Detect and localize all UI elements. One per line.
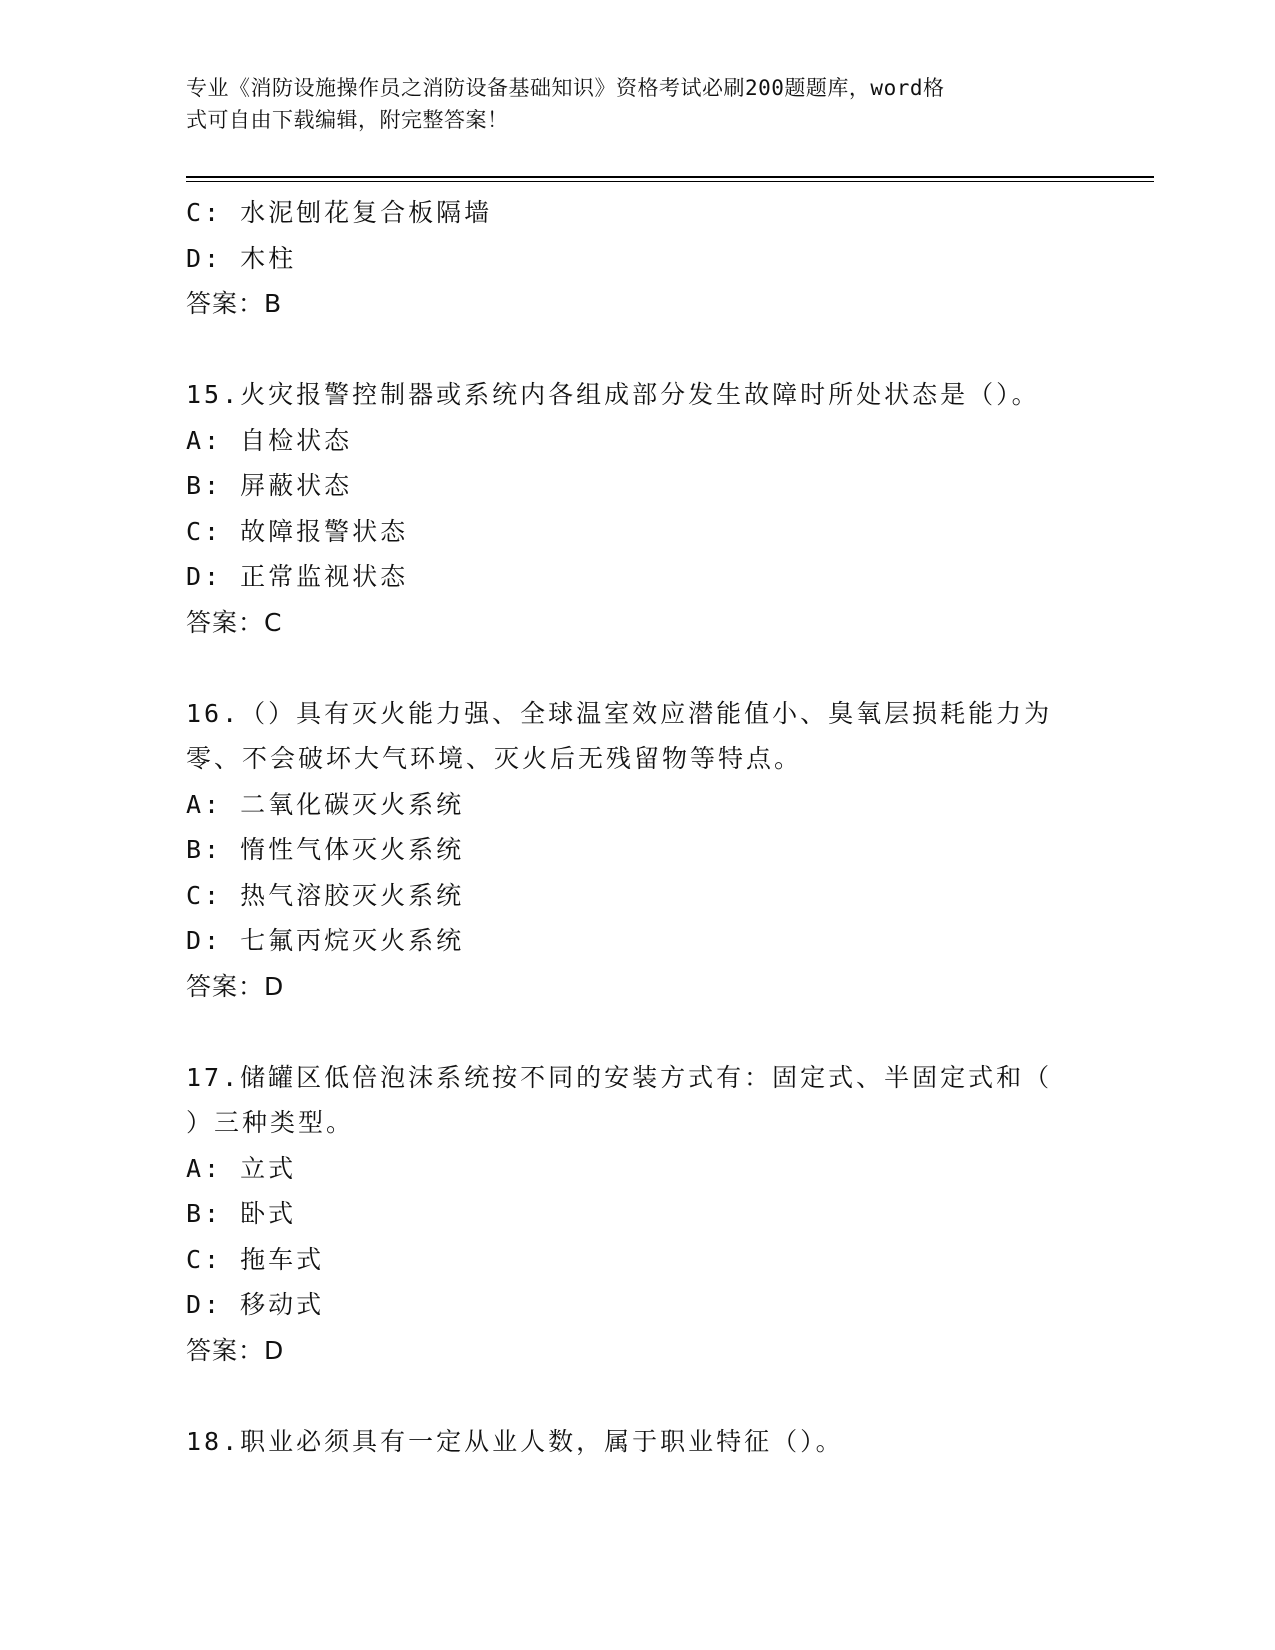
option-d: D: 正常监视状态 xyxy=(186,562,409,591)
header-rule-thick xyxy=(186,176,1154,178)
question-17 xyxy=(186,1055,1086,1374)
question-18 xyxy=(186,1419,1086,1465)
answer-line: 答案：B xyxy=(186,289,283,318)
option-d: D: 木柱 xyxy=(186,243,297,273)
option-a: A: 自检状态 xyxy=(186,425,353,455)
header-line-1: 专业《消防设施操作员之消防设备基础知识》资格考试必刷200题题库，word格 xyxy=(186,76,945,100)
question-16 xyxy=(186,691,1086,1010)
answer-line: 答案：C xyxy=(186,607,283,637)
answer-line: 答案：D xyxy=(186,971,285,1001)
option-c: C: 热气溶胶灭火系统 xyxy=(186,880,465,910)
previous-question-tail xyxy=(186,190,1086,327)
question-stem: 15.火灾报警控制器或系统内各组成部分发生故障时所处状态是（）。 xyxy=(186,380,1040,409)
option-c: C: 故障报警状态 xyxy=(186,516,409,546)
option-b: B: 屏蔽状态 xyxy=(186,471,353,500)
header-rule-thin xyxy=(186,181,1154,182)
document-header xyxy=(186,72,1066,136)
question-stem: 16.（）具有灭火能力强、全球温室效应潜能值小、臭氧层损耗能力为 xyxy=(186,698,1053,728)
option-a: A: 立式 xyxy=(186,1153,297,1183)
question-stem-continued: 零、不会破坏大气环境、灭火后无残留物等特点。 xyxy=(186,744,803,773)
question-15 xyxy=(186,372,1086,645)
question-stem: 17.储罐区低倍泡沫系统按不同的安装方式有：固定式、半固定式和（ xyxy=(186,1062,1053,1092)
answer-line: 答案：D xyxy=(186,1335,285,1365)
option-a: A: 二氧化碳灭火系统 xyxy=(186,789,465,819)
option-d: D: 移动式 xyxy=(186,1290,325,1319)
question-content xyxy=(186,190,1086,1464)
option-b: B: 卧式 xyxy=(186,1199,297,1228)
option-b: B: 惰性气体灭火系统 xyxy=(186,835,465,864)
option-c: C: 拖车式 xyxy=(186,1244,325,1274)
header-line-2: 式可自由下载编辑，附完整答案！ xyxy=(186,108,509,132)
question-stem: 18.职业必须具有一定从业人数，属于职业特征（）。 xyxy=(186,1426,844,1456)
option-c: C: 水泥刨花复合板隔墙 xyxy=(186,198,493,227)
option-d: D: 七氟丙烷灭火系统 xyxy=(186,926,465,955)
question-stem-continued: ）三种类型。 xyxy=(186,1108,355,1137)
